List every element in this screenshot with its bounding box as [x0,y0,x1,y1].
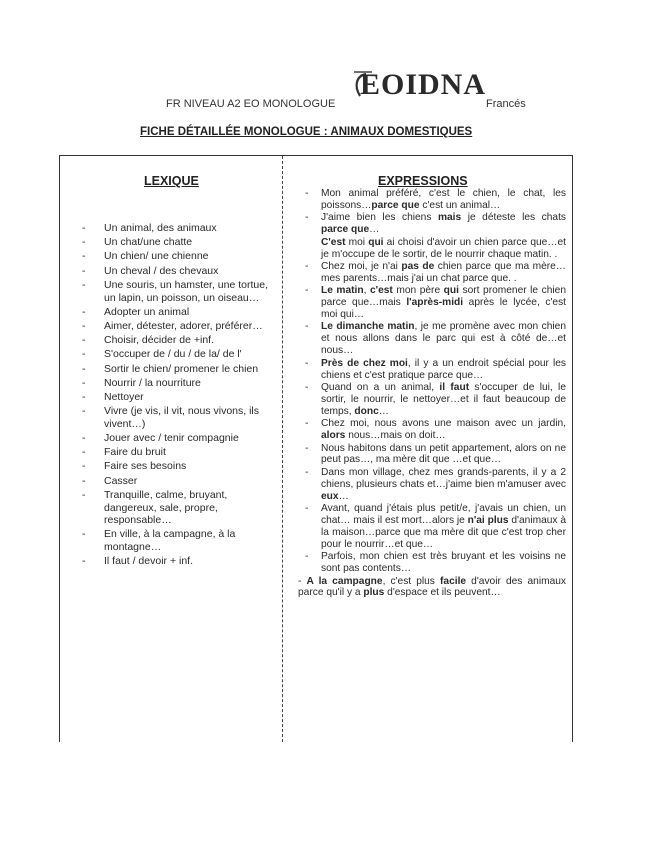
expression-text: Chez moi, je n'ai [321,260,402,272]
expression-text: Chez moi, nous avons une maison avec un jardin, [321,418,566,430]
expression-text: Mon animal préféré, c'est le chien, le chat, les poissons… [321,188,566,211]
expression-item [298,551,566,575]
expression-text: - [298,575,307,587]
expression-text: sort promener le chien parce que…mais [321,285,567,309]
expression-text: … [338,490,349,502]
expression-keyword: Le matin [321,285,364,297]
expression-keyword: C'est [321,236,346,248]
expression-text: , je me promène avec mon chien et nous allons dans le parc qui est à côté de…et nous… [321,321,567,357]
lexique-item: - Choisir, décider de +inf. [78,334,278,347]
expression-item [298,237,566,261]
expression-keyword: il faut [439,382,470,393]
lexique-item: - En ville, à la campagne, à la montagne… [78,528,278,553]
lexique-item: - Sortir le chien/ promener le chien [78,363,278,376]
expression-text: … [378,405,389,417]
expression-text: , [363,285,370,297]
expression-item [298,503,566,551]
expression-item [298,358,566,382]
lexique-item: - S'occuper de / du / de la/ de l' [78,348,278,361]
expression-text: , il y a un endroit spécial pour les chiens et c'est pratique parce que… [321,357,566,381]
language-label: Francés [486,98,526,110]
lexique-heading: LEXIQUE [144,174,199,188]
expression-keyword: mais [437,212,462,224]
expression-item [298,212,566,236]
expression-text: d'espace et ils peuvent… [384,587,501,599]
lexique-item: - Un animal, des animaux [78,222,278,235]
lexique-item: - Jouer avec / tenir compagnie [78,432,278,445]
expression-text: mon père [392,285,444,297]
expressions-heading: EXPRESSIONS [378,174,468,188]
expression-text: d'avoir des animaux parce qu'il y a [298,575,566,599]
expression-text: après le lycée, c'est moi qui… [321,297,566,321]
expression-keyword: Le dimanche matin [321,321,415,333]
expression-text: moi [345,236,369,248]
expression-text: c'est un animal… [419,199,501,211]
expression-keyword: eux [321,490,339,502]
expression-item [298,285,566,321]
expression-item [298,418,566,442]
expression-keyword: A la campagne [306,575,383,587]
expression-item [298,467,566,503]
expression-keyword: plus [363,587,385,599]
expression-item [298,443,566,467]
lexique-item: - Nourrir / la nourriture [78,377,278,390]
lexique-item: - Aimer, détester, adorer, préférer… [78,320,278,333]
expression-text: s'occuper de lui, le sortir, le nourrir, le nettoyer…et il faut beaucoup de temps, [321,382,566,417]
vocab-table [59,155,573,742]
lexique-item: - Un cheval / des chevaux [78,265,278,278]
expression-keyword: qui [368,236,384,248]
lexique-item: - Adopter un animal [78,306,278,319]
expressions-list [298,188,566,600]
expression-keyword: alors [321,430,346,442]
expression-keyword: parce que [321,224,370,236]
expression-keyword: Près de chez moi [321,357,408,369]
lexique-item: - Casser [78,475,278,488]
logo-text: EOIDNA [360,68,487,101]
expression-keyword: n'ai plus [467,514,509,526]
expression-text: nous…mais on doit… [345,430,446,442]
expression-keyword: pas de [401,260,435,272]
expression-item [298,261,566,285]
lexique-item: - Faire ses besoins [78,460,278,473]
expression-text: Parfois, mon chien est très bruyant et les voisins ne sont pas contents… [321,551,566,575]
expression-keyword: facile [440,575,467,587]
page-title: FICHE DÉTAILLÉE MONOLOGUE : ANIMAUX DOMESTIQUES [140,126,473,138]
level-subtitle: FR NIVEAU A2 EO MONOLOGUE [166,98,336,110]
expression-keyword: donc [354,405,379,417]
expression-text: Avant, quand j'étais plus petit/e, j'avais un chien, un chat… mais il est mort…alors je [321,503,566,526]
expression-text: … [369,224,380,236]
lexique-list [78,222,278,570]
expression-item [298,321,566,357]
lexique-item: - Un chat/une chatte [78,236,278,249]
lexique-item: - Vivre (je vis, il vit, nous vivons, ils vivent…) [78,405,278,430]
column-divider [282,156,283,742]
expression-item [298,382,566,418]
expression-text: chien parce que ma mère… mes parents…mais j'ai un chat parce que. . [321,260,566,284]
expression-item [298,576,566,600]
expression-text: Quand on a un animal, [321,382,440,393]
lexique-item: - Nettoyer [78,391,278,404]
lexique-item: - Une souris, un hamster, une tortue, un lapin, un poisson, un oiseau… [78,279,278,304]
expression-keyword: qui [443,285,459,297]
expression-item [298,188,566,212]
expression-text: Nous habitons dans un petit appartement, alors on ne peut pas…, ma mère dit que …et que… [321,442,566,466]
expression-text: je déteste les chats [461,212,566,224]
eoidna-logo [352,66,487,102]
expression-keyword: parce que [371,199,420,211]
expression-keyword: c'est [370,285,393,297]
expression-text: ai choisi d'avoir un chien parce que…et je m'occupe de le sortir, de le nourrir chaque matin. . [321,236,566,260]
expression-text: Dans mon village, chez mes grands-parents, il y a 2 chiens, plusieurs chats et…j'aime bien m'amuser avec [321,466,566,490]
lexique-item: - Faire du bruit [78,446,278,459]
expression-text: d'animaux à la maison…parce que ma mère dit que c'est trop cher pour le nourrir…et que… [321,514,566,550]
lexique-item: - Un chien/ une chienne [78,250,278,263]
expression-keyword: l'après-midi [406,297,464,309]
expression-text: J'aime bien les chiens [321,212,438,224]
lexique-item: - Il faut / devoir + inf. [78,555,278,568]
expression-text: , c'est plus [382,575,441,587]
lexique-item: - Tranquille, calme, bruyant, dangereux, sale, propre, responsable… [78,489,278,527]
